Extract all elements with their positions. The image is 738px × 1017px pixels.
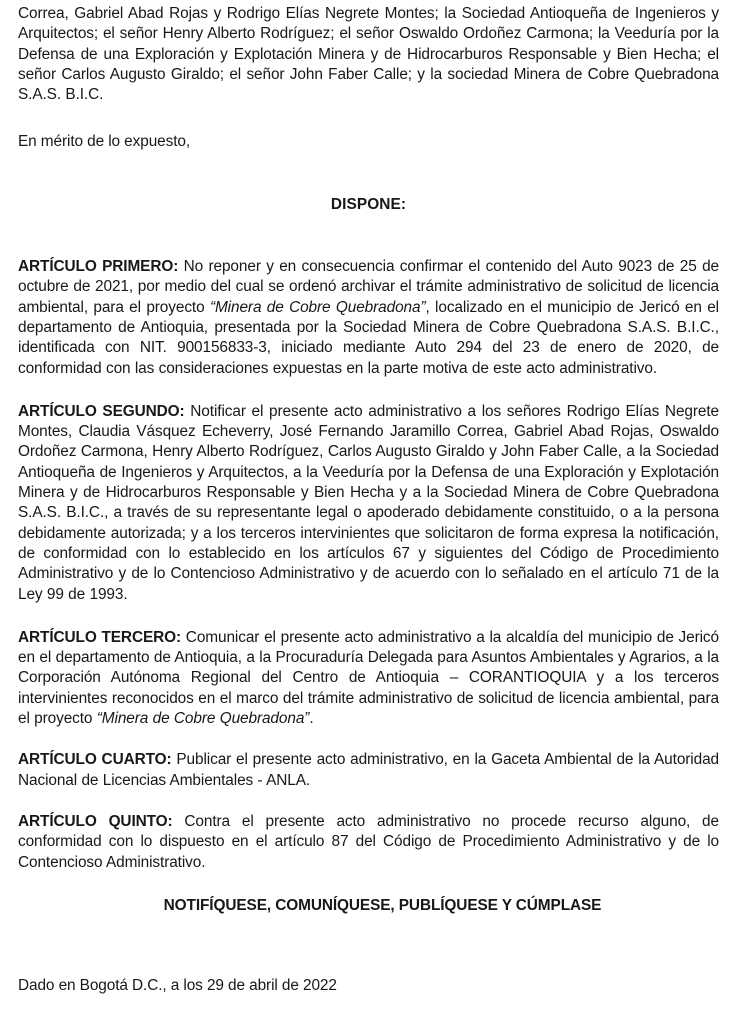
- articulo-cuarto-text: Publicar el presente acto administrativo, en la Gaceta Ambiental de la Autoridad Nacional de Licencias Ambientales - ANLA.: [18, 751, 719, 789]
- articulo-tercero-text-after-italic: .: [309, 710, 314, 728]
- spacer: [18, 379, 719, 402]
- paragraph-articulo-primero: [18, 257, 719, 379]
- paragraph-dado-en: Dado en Bogotá D.C., a los 29 de abril de 2022: [18, 977, 337, 995]
- heading-notifiquese: NOTIFÍQUESE, COMUNÍQUESE, PUBLÍQUESE Y CÚMPLASE: [163, 896, 602, 914]
- spacer: [18, 916, 719, 976]
- articulo-tercero-project-name: “Minera de Cobre Quebradona”: [96, 710, 310, 728]
- articulo-primero-project-name: “Minera de Cobre Quebradona”: [209, 298, 426, 316]
- spacer: [18, 215, 719, 257]
- articulo-primero-text-after-italic: , localizado en el municipio de Jericó en el departamento de Antioquia, presentada por la Sociedad Minera de Cobre Quebradona S.A.S. B.I.C., identificada con NIT. 900156833-3, iniciado mediante Auto 294 del 23 de enero de 2020, de conformidad con las consideraciones expuestas en la parte motiva de este acto administrativo.: [18, 298, 719, 377]
- articulo-primero-label: ARTÍCULO PRIMERO:: [18, 258, 179, 276]
- spacer: [18, 153, 719, 195]
- articulo-quinto-text: Contra el presente acto administrativo no procede recurso alguno, de conformidad con lo dispuesto en el artículo 87 del Código de Procedimiento Administrativo y de lo Contencioso Administrativo.: [18, 812, 719, 871]
- spacer: [18, 729, 719, 750]
- paragraph-intro-continuation: Correa, Gabriel Abad Rojas y Rodrigo Elías Negrete Montes; la Sociedad Antioqueña de Ingenieros y Arquitectos; el señor Henry Alberto Rodríguez; el señor Oswaldo Ordoñez Carmona; la Veeduría por la Defensa de una Exploración y Explotación Minera y de Hidrocarburos Responsable y Bien Hecha; el señor Carlos Augusto Giraldo; el señor John Faber Calle; y la sociedad Minera de Cobre Quebradona S.A.S. B.I.C.: [18, 5, 719, 104]
- spacer: [18, 873, 719, 896]
- articulo-tercero-text-before-italic: Comunicar el presente acto administrativo a la alcaldía del municipio de Jericó en el departamento de Antioquia, a la Procuraduría Delegada para Asuntos Ambientales y Agrarios, a la Corporación Autónoma Regional del Centro de Antioquia – CORANTIOQUIA y a los terceros intervinientes reconocidos en el marco del trámite administrativo de solicitud de licencia ambiental, para el proyecto: [18, 628, 719, 728]
- articulo-segundo-text: Notificar el presente acto administrativo a los señores Rodrigo Elías Negrete Montes, Claudia Vásquez Echeverry, José Fernando Jaramillo Correa, Gabriel Abad Rojas, Oswaldo Ordoñez Carmona, Henry Alberto Rodríguez, Carlos Augusto Giraldo y John Faber Calle, a la Sociedad Antioqueña de Ingenieros y Arquitectos, a la Veeduría por la Defensa de una Exploración y Explotación Minera y de Hidrocarburos Responsable y Bien Hecha y a la Sociedad Minera de Cobre Quebradona S.A.S. B.I.C., a través de su representante legal o apoderado debidamente constituido, o a la persona debidamente autorizada; y a los terceros intervinientes que solicitaron de forma expresa la notificación, de conformidad con lo establecido en los artículos 67 y siguientes del Código de Procedimiento Administrativo y de lo Contencioso Administrativo y de acuerdo con lo señalado en el artículo 71 de la Ley 99 de 1993.: [18, 402, 719, 603]
- articulo-tercero-label: ARTÍCULO TERCERO:: [18, 628, 182, 646]
- paragraph-en-merito: En mérito de lo expuesto,: [18, 133, 191, 151]
- articulo-cuarto-label: ARTÍCULO CUARTO:: [18, 751, 172, 769]
- paragraph-articulo-cuarto: [18, 750, 719, 791]
- spacer: [18, 105, 719, 132]
- articulo-quinto-label: ARTÍCULO QUINTO:: [18, 812, 173, 830]
- heading-dispone: DISPONE:: [330, 195, 407, 213]
- articulo-primero-text-before-italic: No reponer y en consecuencia confirmar el contenido del Auto 9023 de 25 de octubre de 2021, por medio del cual se ordenó archivar el trámite administrativo de solicitud de licencia ambiental, para el proyecto: [18, 258, 719, 316]
- paragraph-articulo-quinto: [18, 812, 719, 873]
- paragraph-articulo-segundo: [18, 402, 719, 605]
- spacer: [18, 605, 719, 628]
- articulo-segundo-label: ARTÍCULO SEGUNDO:: [18, 402, 185, 420]
- spacer: [18, 791, 719, 812]
- paragraph-articulo-tercero: [18, 628, 719, 729]
